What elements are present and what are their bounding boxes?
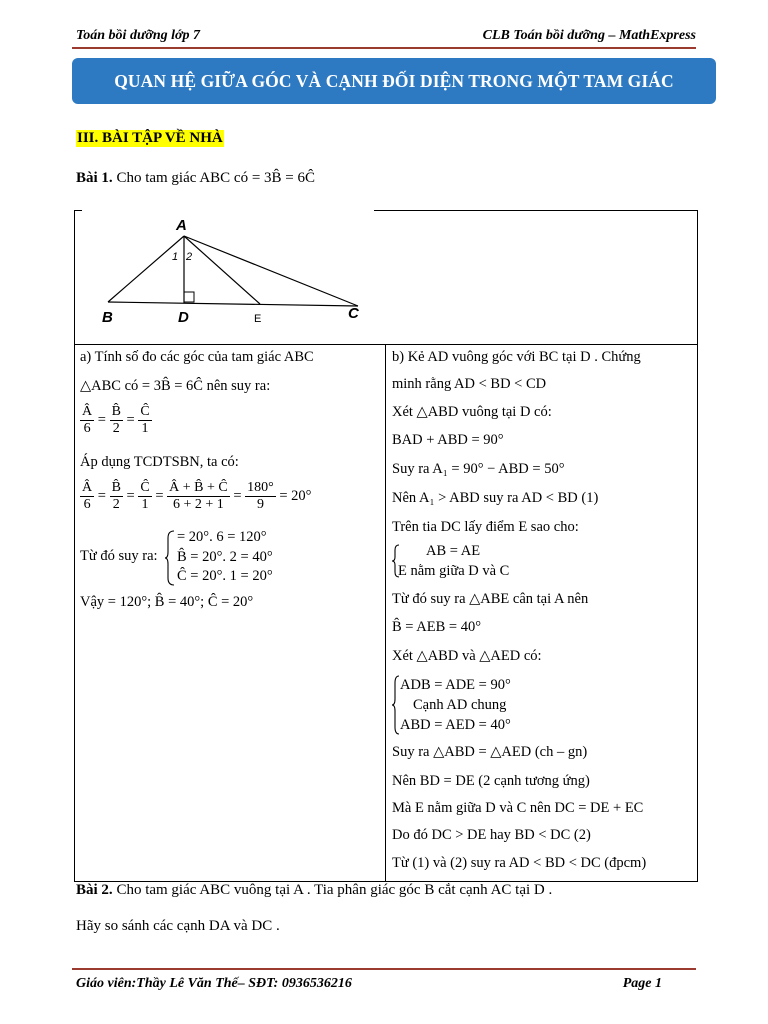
footer-rule [72, 968, 696, 970]
exercise-2 [76, 882, 552, 899]
part-a-line-2: △ABC có = 3B̂ = 6Ĉ nên suy ra: [80, 378, 271, 394]
part-a-question: a) Tính số đo các góc của tam giác ABC [80, 349, 314, 365]
part-b-cond-4: Cạnh AD chung [413, 697, 507, 713]
exercise-1-label: Bài 1. [76, 170, 113, 186]
part-b-line-11: Xét △ABD và △AED có: [392, 648, 542, 664]
part-b-line-13: Suy ra △ABD = △AED (ch – gn) [392, 744, 588, 760]
part-a-ratio: $\frac{Â}{6}$ = $\frac{B̂}{2}$ = $\frac{Ĉ}{1}$ [82, 404, 150, 436]
part-a-result-c: Ĉ = 20°. 1 = 20° [177, 568, 273, 584]
exercise-2-text: Cho tam giác ABC vuông tại A . Tia phân giác góc B cắt cạnh AC tại D . [116, 882, 553, 898]
brace-2 [392, 675, 400, 735]
figure-top-border-left [74, 210, 82, 211]
part-a-conclusion: Vậy = 120°; B̂ = 40°; Ĉ = 20° [80, 594, 254, 610]
point-label-c: C [348, 305, 359, 322]
footer-teacher: Giáo viên:Thầy Lê Văn Thế– SĐT: 0936536216 [76, 976, 352, 991]
part-b-cond-5: ABD = AED = 40° [400, 717, 511, 733]
part-b-line-16: Do đó DC > DE hay BD < DC (2) [392, 827, 591, 843]
triangle-figure [96, 214, 376, 326]
exercise-1 [76, 170, 315, 187]
left-brace [165, 530, 175, 586]
part-b-line-6: Nên A₁ > ABD suy ra AD < BD (1) [392, 490, 599, 506]
point-label-b: B [102, 309, 113, 326]
exercise-1-text: Cho tam giác ABC có = 3B̂ = 6Ĉ [116, 170, 316, 186]
part-a-result-a: = 20°. 6 = 120° [177, 529, 267, 545]
exercise-2-question: Hãy so sánh các cạnh DA và DC . [76, 918, 280, 934]
point-label-e: E [254, 313, 262, 325]
angle-label-1: 1 [172, 251, 179, 263]
point-label-a: A [176, 217, 187, 234]
part-b-line-14: Nên BD = DE (2 cạnh tương ứng) [392, 773, 590, 789]
part-b-line-3: Xét △ABD vuông tại D có: [392, 404, 552, 420]
part-a-result-b: B̂ = 20°. 2 = 40° [177, 549, 273, 565]
part-b-line-15: Mà E nằm giữa D và C nên DC = DE + EC [392, 800, 644, 816]
part-b-cond-3: ADB = ADE = 90° [400, 677, 511, 693]
angle-label-2: 2 [186, 251, 193, 263]
part-b-cond-1: AB = AE [426, 543, 481, 559]
figure-top-border [374, 210, 697, 211]
part-b-question-2: minh rằng AD < BD < CD [392, 376, 547, 392]
part-b-line-10: B̂ = AEB = 40° [392, 619, 482, 635]
part-b-line-4: BAD + ABD = 90° [392, 432, 504, 448]
header-rule [72, 47, 696, 49]
part-a-equal-ratios: $\frac{Â}{6}$ = $\frac{B̂}{2}$ = $\frac{Ĉ}{1}$ = $\frac{Â + B̂ + Ĉ}{6 + 2 + 1}$ = $\frac{180^\circ}{9}$ = 20° [82, 480, 312, 512]
page-number: Page 1 [622, 976, 662, 991]
part-b-line-5: Suy ra A₁ = 90° − ABD = 50° [392, 461, 565, 477]
page-title: QUAN HỆ GIỮA GÓC VÀ CẠNH ĐỐI DIỆN TRONG MỘT TAM GIÁC [72, 58, 716, 104]
point-label-d: D [178, 309, 189, 326]
part-b-line-7: Trên tia DC lấy điểm E sao cho: [392, 519, 579, 535]
part-b-line-9: Từ đó suy ra △ABE cân tại A nên [392, 591, 589, 607]
part-b-line-17: Từ (1) và (2) suy ra AD < BD < DC (đpcm) [392, 855, 647, 871]
header-left: Toán bồi dưỡng lớp 7 [76, 28, 201, 43]
section-heading: III. BÀI TẬP VỀ NHÀ [77, 130, 223, 146]
part-a-line-3: Áp dụng TCDTSBN, ta có: [80, 454, 239, 470]
part-b-cond-2: E nằm giữa D và C [398, 563, 510, 579]
part-a-line-4: Từ đó suy ra: [80, 548, 158, 564]
part-b-question: b) Kẻ AD vuông góc với BC tại D . Chứng [392, 349, 641, 365]
exercise-2-label: Bài 2. [76, 882, 113, 898]
header-right: CLB Toán bồi dưỡng – MathExpress [482, 28, 696, 43]
